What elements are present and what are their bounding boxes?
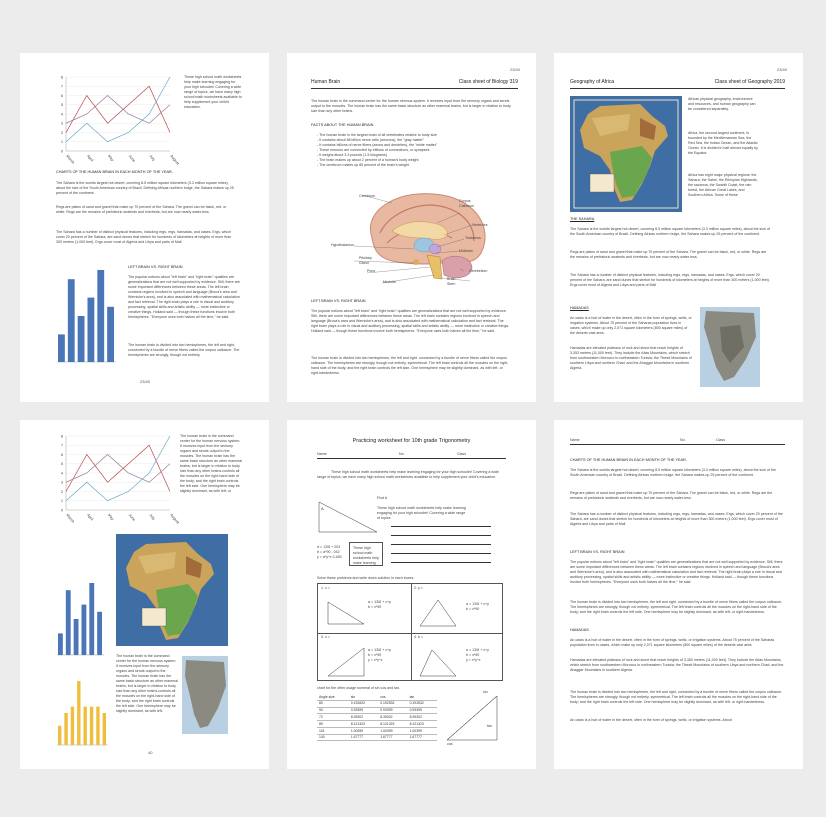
table-cell: 1.67777	[378, 734, 407, 741]
problem-label: 2. y =	[414, 586, 423, 590]
side-text: These high school math worksheets help make learning engaging for your high schooler! Covering a wide range of topics, we have many high school math worksheets available to help supplement your child's education.	[184, 75, 242, 110]
problem-eq: a = 13/8 + x+y	[368, 600, 391, 604]
y-tick-label: 4	[60, 471, 63, 476]
heading-hamadas: HAMADAS	[570, 628, 589, 632]
y-tick-label: 6	[60, 452, 63, 457]
southern-africa-map	[700, 307, 760, 387]
paragraph: The Sahara has a number of distinct physical features, including ergs, regs, hamadas, and oases. Ergs, which cover 20 percent of the Sahara, are sand dunes that stretch for hundreds of kilometers at heights of more than 300 meters (1,000 feet). Ergs cover most of Algeria and Libya and parts of Mali	[570, 273, 770, 288]
x-tick-label: July	[148, 154, 156, 162]
label-tan: tan	[487, 724, 492, 728]
intro-paragraph: These high school math worksheets help make learning engaging for your high schooler! Covering a wide range of topics, we have many high school math worksheets available to help supplement your child's education.	[317, 470, 499, 480]
series-line	[66, 77, 170, 142]
problem-eq: y = x*y^x	[368, 658, 383, 662]
bar	[90, 707, 93, 745]
svg-text:A: A	[321, 506, 324, 511]
bar	[71, 707, 74, 745]
unit-triangle	[443, 690, 503, 744]
table-cell: 8.39302	[349, 714, 378, 721]
header-rule	[570, 88, 785, 89]
bar	[68, 279, 75, 362]
page-number: 23/40	[776, 67, 787, 72]
paragraph: Hamadas are elevated plateaus of rock and stone that reach heights of 3,353 meters (11,000 feet). They include the Atlas Mountains, which stretch from southwestern Morocco to northeastern Tunisia; the Tibesti Mountains of southern Libya and northern Chad; and the Ahaggar Mountains in southern Algeria.	[570, 346, 692, 371]
x-tick-label: August	[169, 513, 180, 525]
fact-item: - It contains billions of nerve fibers (axons and dendrites), the "white matter"	[317, 143, 438, 148]
intro-paragraph: The human brain is the command center for the human nervous system. It receives input from the sensory organs and sends output to the muscles. The human brain has the same basic structure as other mammal brains, but is larger in relation to body size than any other brains.	[311, 99, 511, 114]
problem-label: 4. b =	[414, 635, 424, 639]
equation-list	[317, 545, 342, 560]
bar	[89, 583, 94, 655]
page-title: Human Brain	[311, 79, 341, 85]
series-line	[66, 445, 170, 491]
side-text: The human brain is the command center for the human nervous system. It receives input from the sensory organs and sends output to the muscles. The human brain has the same basic structure as other mammal brains, but is larger in relation to body size than any other brains.controls all the muscles on the right-hand side of the body; and the right brain controls the left side. One hemisphere may be slightly dominant, as with left-	[116, 654, 178, 714]
answer-line[interactable]	[391, 544, 491, 545]
solve-heading: Solve these problems and write down solution in each boxes.	[317, 576, 415, 580]
table-cell: 8.39302	[408, 714, 437, 721]
table-row	[317, 727, 437, 734]
heading-hamadas: HAMADAS	[570, 306, 589, 310]
y-tick-label: 4	[60, 112, 63, 117]
table-cell: 1.67777	[408, 734, 437, 741]
page-1	[20, 53, 269, 402]
x-tick-label: April	[86, 154, 94, 163]
heading-left-brain: LEFT BRAIN VS. RIGHT BRAIN	[128, 265, 183, 269]
class-label: Class sheet of Geography 2019	[714, 79, 785, 85]
problem-eq: a = 13/8 + x+y	[368, 648, 391, 652]
bar	[58, 726, 61, 745]
heading-charts: CHARTS OF THE HUMAN BRAIN IN EACH MONTH OF THE YEAR.	[570, 458, 687, 462]
paragraph: The popular notions about "left brain" and "right brain" qualities are generalizations that are not well supported by evidence. Still, there are some important differences between these areas. The left brain contains regions involved in speech and language (Broca's area and Wernicke's area), and is also associated with mathematical calculation and fact retrieval. The right brain plays a role in visual and auditory processing, spatial skills and artistic ability — more instinctive or creative things. Holland said — though these functions involve both hemispheres. "Everyone uses both halves all the time," he said.	[128, 275, 240, 320]
equation: b = a*90 - 042	[317, 550, 340, 555]
page-number: 23/40	[140, 379, 151, 384]
answer-line[interactable]	[391, 526, 491, 527]
paragraph: An oasis is a hub of water in the desert, often in the form of springs, wells, or irrigation systems. About 75 percent of the Saharas population lives in oases, which make up only 2,071 square kilometers (800 square miles) of the deserts vast area.	[570, 638, 775, 648]
table-row	[317, 700, 437, 707]
y-tick-label: 1	[60, 499, 63, 504]
facts-list	[317, 133, 517, 168]
label-pituitary: Pituitary Gland	[359, 256, 372, 266]
problem-grid	[317, 583, 503, 681]
table-row	[317, 707, 437, 714]
africa-map	[116, 534, 228, 646]
label-cerebrum: Cerebrum	[359, 194, 375, 198]
x-tick-label: March	[65, 154, 76, 165]
paragraph: The Sahara has a number of distinct physical features, including ergs, regs, hamadas, and oases. Ergs, which cover 20 percent of the Sahara, are sand dunes that stretch for hundreds of kilometers at heights of more than 300 meters (1,000 feet). Ergs cover most of Algeria and Libya and parts of Mali	[570, 512, 783, 527]
problem-eq: b = x*90	[368, 653, 382, 657]
side-text: The human brain is the command center for the human nervous system. It receives input from the sensory organs and sends output to the muscles. The human brain has the same basic structure as other mammal brains, but is larger in relation to body size than any other brains.controls all the muscles on the right-hand side of the body; and the right brain controls the left side. One hemisphere may be slightly dominant, as with left- or	[180, 434, 242, 494]
bar-chart-blue	[56, 578, 106, 658]
answer-line[interactable]	[391, 562, 491, 563]
label-brain-stem: Brain Stem	[447, 277, 456, 287]
class-label: Class sheet of Biology 319	[458, 79, 518, 85]
no-label: No.	[399, 452, 405, 456]
page-4	[20, 420, 269, 769]
page-3	[554, 53, 803, 402]
table-cell: 140	[317, 734, 349, 741]
y-tick-label: 0	[60, 149, 63, 154]
line-chart-1	[56, 73, 186, 183]
page-5	[287, 420, 536, 769]
bar	[107, 307, 114, 362]
paragraph: Regs are plains of sand and gravel that make up 70 percent of the Sahara. The gravel can be black, red, or white. Regs are the remains of prehistoric seabeds and riverbeds, but are now nearly water-less.	[570, 250, 767, 260]
problem-eq: y = x*y^x	[466, 658, 481, 662]
y-tick-label: 7	[60, 84, 63, 89]
y-tick-label: 2	[60, 130, 63, 135]
y-tick-label: 6	[60, 93, 63, 98]
table-cell: 0.192832	[378, 700, 407, 707]
bar	[103, 713, 106, 745]
table-cell: tan	[408, 694, 437, 700]
paragraph: An oasis is a hub of water in the desert, often in the form of springs, wells, or irrigation systems. About	[570, 718, 732, 722]
table-cell: 0.93399	[349, 707, 378, 714]
paragraph: Hamadas are elevated plateaus of rock and stone that reach heights of 3,353 meters (11,000 feet). They include the Atlas Mountains, which stretch from southwestern Morocco to northeastern Tunisia; the Tibesti Mountains of southern Libya and northern Chad; and the Ahaggar Mountains in southern Algeria.	[570, 658, 784, 673]
series-line	[66, 96, 170, 124]
paragraph: The Sahara is the worlds largest hot desert, covering 8.5 million square kilometers (3.3 million square miles), about the size of the South American country of Brazil. Defining Africas northern bulge, the Sahara makes up 25 percent of the continent.	[56, 181, 234, 196]
paragraph: The Sahara has a number of distinct physical features, including ergs, regs, hamadas, and oases. Ergs, which cover 20 percent of the Sahara, are sand dunes that stretch for hundreds of kilometers at heights of more than 300 meters (1,000 feet). Ergs cover most of Algeria and Libya and parts of Mali	[56, 230, 232, 245]
label-ventricles: Ventricles	[472, 223, 488, 227]
x-tick-label: June	[127, 154, 136, 163]
class-label: Class	[457, 452, 466, 456]
bar	[74, 619, 79, 655]
page-2	[287, 53, 536, 402]
paragraph: The Sahara is the worlds largest hot desert, covering 8.5 million square kilometers (3.3 million square miles), about the size of the South American country of Brazil. Defining Africas northern bulge, the Sahara makes up 25 percent of the continent.	[570, 227, 770, 237]
paragraph: The popular notions about "left brain" and "right brain" qualities are generalizations that are not well supported by evidence. Still, there are some important differences between these areas. The left brain contains regions involved in speech and language (Broca's area and Wernicke's area), and is also associated with mathematical calculation and fact retrieval. The right brain plays a role in visual and auditory processing, spatial skills and artistic ability — more instinctive or creative things. Holland said — though these functions involve both hemispheres. "Everyone uses both halves all the time," he said.	[311, 309, 510, 334]
series-line	[66, 455, 170, 483]
paragraph: The popular notions about "left brain" and "right brain" qualities are generalizations that are not well supported by evidence. Still, there are some important differences between these areas. The left brain contains regions involved in speech and language (Broca's area and Wernicke's area), and is also associated with mathematical calculation and fact retrieval. The right brain plays a role in visual and auditory processing, spatial skills and artistic ability — more instinctive or creative things. Holland said — though these functions involve both hemispheres. "Everyone uses both halves all the time," he said.	[570, 560, 783, 585]
table-cell: 8.39302	[378, 714, 407, 721]
problem-eq: b = x*90	[368, 605, 382, 609]
bar	[58, 334, 65, 362]
table-cell: 1.67777	[349, 734, 378, 741]
table-row	[317, 714, 437, 721]
y-tick-label: 8	[60, 434, 63, 439]
table-cell: 89	[317, 721, 349, 728]
answer-line[interactable]	[391, 535, 491, 536]
problem-eq: b = x*90	[466, 607, 480, 611]
table-cell: 0.93399	[378, 707, 407, 714]
table-cell: 80	[317, 700, 349, 707]
page-number: 40	[148, 750, 153, 755]
table-cell: 0.93399	[408, 707, 437, 714]
table-cell: 72	[317, 714, 349, 721]
label-cerebellum: Cerebellum	[469, 269, 488, 273]
paragraph: The human brain is divided into two hemispheres, the left and right, connected by a bundle of nerve fibers called the corpus callosum. The hemispheres are strongly, though not entirely, symmetrical. The left brain controls all the muscles on the right-hand side of the body; and the right brain controls the left side. One hemisphere may be slightly dominant, as with left- or right-handedness.	[570, 600, 783, 615]
label-pons: Pons	[367, 269, 376, 273]
problem-label: 3. x =	[321, 635, 330, 639]
paragraph: Regs are plains of sand and gravel that make up 70 percent of the Sahara. The gravel can be black, red, or white. Regs are the remains of prehistoric seabeds and riverbeds, but are now nearly water-less.	[570, 491, 773, 501]
bar	[97, 270, 104, 362]
problem-label: 1. x =	[321, 586, 330, 590]
equation: a = 13/8 + 203	[317, 545, 341, 549]
fact-item: - These neurons are connected by trillions of connections, or synapses	[317, 148, 430, 153]
find-text: These high school math worksheets help make learning engaging for your high schooler! Covering a wide range of topics	[377, 506, 466, 521]
table-cell: 8.121323	[349, 721, 378, 728]
class-label: Class	[716, 438, 725, 442]
x-tick-label: May	[106, 154, 115, 163]
bar	[66, 590, 71, 655]
y-tick-label: 5	[60, 462, 63, 467]
table-row	[317, 734, 437, 741]
bar	[88, 298, 95, 362]
side-text: Africas physical geography, environment and resources, and human geography can be considered separately.	[688, 97, 756, 112]
y-tick-label: 2	[60, 489, 63, 494]
table-caption: chart for the often usage numeral of sin cos and tan.	[317, 686, 401, 690]
bar-chart-yellow	[56, 676, 110, 748]
side-text: Africa, the second-largest continent, is bounded by the Mediterranean Sea, the Red Sea, the Indian Ocean, and the Atlantic Ocean. It is divided in half almost equally by the Equator.	[688, 131, 758, 156]
y-tick-label: 7	[60, 443, 63, 448]
y-tick-label: 8	[60, 75, 63, 80]
heading-left-brain: LEFT BRAIN VS. RIGHT BRAIN	[570, 550, 625, 554]
label-hypothalamus: Hypothalamus	[331, 243, 354, 247]
table-cell: 90	[317, 707, 349, 714]
fact-item: - The cerebrum makes up 85 percent of the brain's weight	[317, 163, 409, 168]
table-cell: 101	[317, 727, 349, 734]
table-cell: 8.121323	[408, 721, 437, 728]
table-cell: 1.00399	[378, 727, 407, 734]
paragraph: An oasis is a hub of water in the desert, often in the form of springs, wells, or irrigation systems. About 75 percent of the Saharas population lives in oases, which make up only 2,071 square kilometers (800 square miles) of the deserts vast area.	[570, 316, 692, 336]
table-cell: 8.121323	[378, 721, 407, 728]
africa-map	[570, 96, 682, 212]
name-label: Name	[317, 452, 327, 456]
y-tick-label: 3	[60, 121, 63, 126]
label-sin: sin	[483, 690, 488, 694]
header-rule	[311, 88, 518, 89]
heading-charts: CHARTS OF THE HUMAN BRAIN IN EACH MONTH OF THE YEAR.	[56, 170, 173, 174]
label-cos: cos	[447, 742, 453, 746]
bar	[97, 612, 102, 655]
y-tick-label: 3	[60, 480, 63, 485]
y-tick-label: 1	[60, 140, 63, 145]
series-line	[66, 436, 170, 501]
page-6	[554, 420, 803, 769]
fact-item: - It contains about 86 billion nerve cells (neurons), the "gray matter"	[317, 138, 425, 143]
label-thalamus: Thalamus	[465, 236, 481, 240]
x-tick-label: July	[148, 513, 156, 521]
bar	[78, 316, 85, 362]
no-label: No.	[680, 438, 686, 442]
line-chart-2	[56, 432, 186, 542]
header-rule	[570, 444, 785, 445]
x-tick-label: June	[127, 513, 136, 522]
label-medulla: Medulla	[383, 280, 396, 284]
header-rule	[317, 458, 506, 459]
bar	[77, 681, 80, 745]
paragraph: The human brain is divided into two hemispheres, the left and right, connected by a bundle of nerve fibers called the corpus callosum. The hemispheres are strongly, though not entirely.	[128, 343, 240, 358]
problem-eq: b = x*90	[466, 653, 480, 657]
equation: y = a*y^x 0.483	[317, 555, 342, 560]
box-text: These high school math worksheets help make learning	[353, 546, 379, 566]
table-row	[317, 721, 437, 728]
label-midbrain: Midbrain	[459, 249, 473, 253]
bar	[96, 707, 99, 745]
x-tick-label: August	[169, 154, 180, 166]
table-cell: sin	[349, 694, 378, 700]
table-cell: 1.00399	[408, 727, 437, 734]
info-box	[349, 542, 383, 566]
paragraph: Regs are plains of sand and gravel that make up 70 percent of the Sahara. The gravel can be black, red, or white. Regs are the remains of prehistoric seabeds and riverbeds, but are now nearly water-less.	[56, 205, 227, 215]
label-corpus-callosum: Corpus Callosum	[459, 199, 474, 209]
heading-left-brain: LEFT BRAIN VS. RIGHT BRAIN	[311, 299, 366, 303]
x-tick-label: March	[65, 513, 76, 524]
bar	[82, 605, 87, 655]
worksheet-title: Practicing worksheet for 10th grade Trigonometry	[352, 438, 471, 444]
table-cell: Angle size	[317, 694, 349, 700]
find-label: Find A	[377, 496, 388, 500]
fact-item: - The human brain is the largest brain of all vertebrates relative to body size	[317, 133, 437, 137]
page-number: 23/40	[509, 67, 520, 72]
y-tick-label: 5	[60, 103, 63, 108]
series-line	[66, 86, 170, 132]
x-tick-label: May	[106, 513, 115, 522]
trig-table	[317, 694, 437, 741]
triangle-figure	[317, 498, 379, 534]
table-cell: cos	[378, 694, 407, 700]
paragraph: The Sahara is the worlds largest hot desert, covering 8.5 million square kilometers (3.3 million square miles), about the size of the South American country of Brazil. Defining Africas northern bulge, the Sahara makes up 25 percent of the continent.	[570, 468, 776, 478]
table-cell: 0.192832	[408, 700, 437, 707]
table-cell: 0.192832	[349, 700, 378, 707]
page-title: Geography of Africa	[570, 79, 615, 85]
bar	[64, 713, 67, 745]
problem-eq: a = 13/8 + x+y	[466, 648, 489, 652]
answer-line[interactable]	[391, 553, 491, 554]
fact-item: - The brain makes up about 2 percent of a human's body weight	[317, 158, 419, 163]
bar	[58, 633, 63, 655]
bar-chart-1	[56, 265, 118, 365]
side-text: Africa has eight major physical regions: the Sahara, the Sahel, the Ethiopian Highlands, the savanna, the Swahili Coast, the rain forest, the African Great Lakes, and Southern Africa. Some of these	[688, 173, 758, 198]
name-label: Name	[570, 438, 580, 442]
y-tick-label: 0	[60, 508, 63, 513]
fact-item: - It weighs about 3.3 pounds (1.5 kilograms)	[317, 153, 387, 158]
bar	[84, 707, 87, 745]
heading-sahara: THE SAHARA	[570, 217, 595, 221]
problem-eq: a = 13/8 + x+y	[466, 602, 489, 606]
x-tick-label: April	[86, 513, 94, 522]
southern-africa-map	[182, 656, 228, 734]
paragraph: The human brain is divided into two hemispheres, the left and right, connected by a bundle of nerve fibers called the corpus callosum. The hemispheres are strongly, though not entirely, symmetrical. The left brain controls all the muscles on the right-hand side of the body; and the right brain controls the left side. One hemisphere may be slightly dominant, as with left- or right-handedness.	[311, 356, 509, 376]
paragraph: The human brain is divided into two hemispheres, the left and right, connected by a bundle of nerve fibers called the corpus callosum. The hemispheres are strongly, though not entirely, symmetrical. The left brain controls all the muscles on the right-hand side of the body; and the right brain controls the left side. One hemisphere may be slightly dominant, as with left- or right-handedness.	[570, 690, 783, 705]
facts-heading: FACTS ABOUT THE HUMAN BRAIN	[311, 123, 374, 127]
table-cell: 1.00399	[349, 727, 378, 734]
